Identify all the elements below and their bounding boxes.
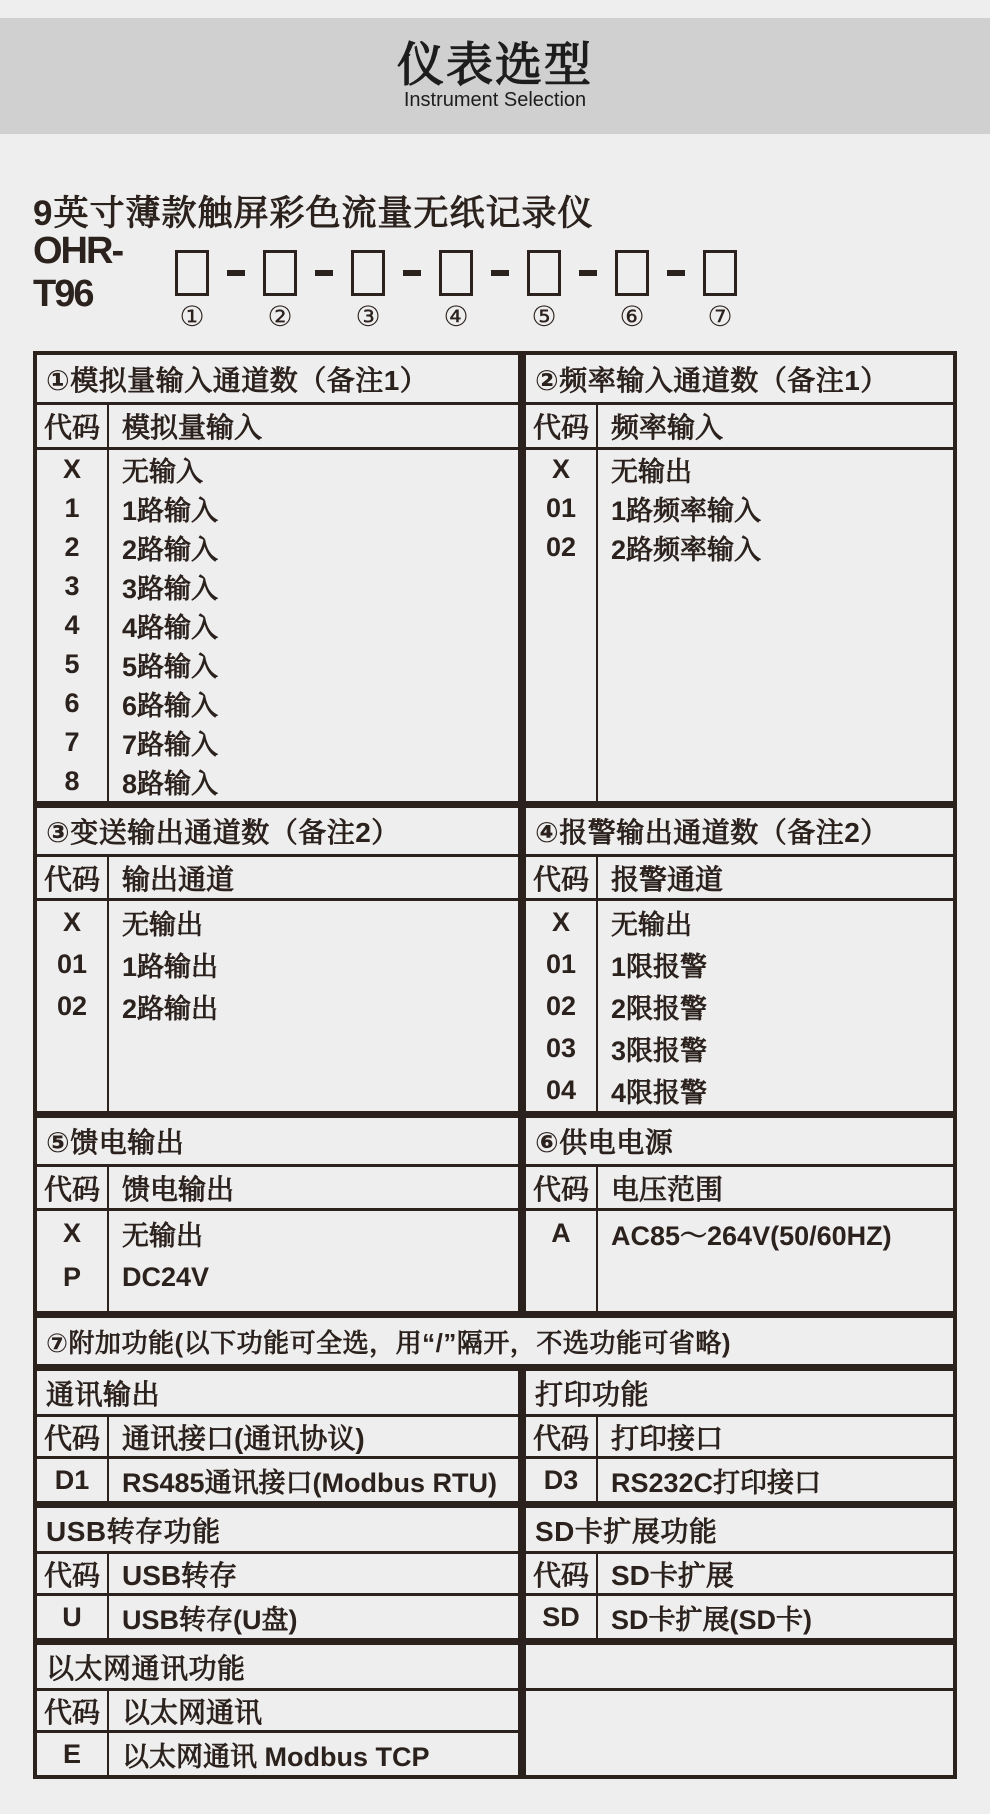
block-transmit-alarm [33,804,957,1115]
desc-cell: 以太网通讯 Modbus TCP [122,1741,430,1772]
code-column [37,1211,109,1311]
section-title: ③变送输出通道数（备注2） [37,808,518,857]
code-cell: 01 [56,948,88,979]
slot-label-3: ③ [355,300,381,333]
product-intro [0,186,990,333]
desc-column-header: 电压范围 [611,1173,724,1205]
code-column [526,450,598,801]
slot-label-4: ④ [443,300,469,333]
desc-cell: 无输出 [611,457,692,487]
empty-cell [526,1691,953,1775]
column-header-row [37,1554,518,1596]
banner-title-cn: 仪表选型 [397,37,593,91]
column-header-row [526,405,953,450]
desc-cell: 1路频率输入 [611,496,762,526]
code-column-header: 代码 [37,857,109,898]
model-slot-1 [175,250,209,296]
block-feed-power [33,1114,957,1315]
model-slot-3 [351,250,385,296]
option-list [526,450,953,801]
section-sd-expansion [522,1504,957,1642]
code-cell: X [62,454,81,484]
section-analog-input [33,351,522,805]
desc-column-header: 以太网通讯 [122,1696,263,1728]
code-column [37,1596,109,1638]
model-slot-5 [527,250,561,296]
desc-column [109,901,518,1111]
dash-separator [579,270,597,276]
code-column-header: 代码 [37,1691,109,1730]
model-prefix: OHR-T96 [33,230,123,315]
option-list [37,450,518,801]
header-banner [0,18,990,134]
desc-cell: 8路输入 [122,769,219,799]
section-transmit-output [33,804,522,1115]
desc-column-header: 频率输入 [611,412,724,443]
slot-label-5: ⑤ [531,300,557,333]
model-code-line [33,230,957,315]
banner-title-en: Instrument Selection [403,89,587,112]
code-cell: 4 [64,610,80,640]
desc-column-header: 输出通道 [122,863,235,895]
desc-cell: 7路输入 [122,730,219,760]
desc-column [598,1596,953,1638]
desc-cell: 2路频率输入 [611,535,762,565]
section-title: USB转存功能 [37,1508,518,1554]
code-column [37,1459,109,1501]
desc-column-header: 打印接口 [611,1422,724,1454]
code-cell: X [62,906,81,937]
code-column-header: 代码 [37,405,109,447]
option-list [37,1733,518,1775]
desc-column-header: 通讯接口(通讯协议) [122,1422,365,1454]
desc-cell: 5路输入 [122,652,219,682]
column-header-row [526,1554,953,1596]
code-cell: 6 [64,688,80,718]
section-title: SD卡扩展功能 [526,1508,953,1554]
code-cell: E [62,1738,81,1769]
code-column-header: 代码 [526,1417,598,1456]
column-header-row [37,1417,518,1459]
option-list [37,901,518,1111]
code-cell: 2 [64,532,80,562]
desc-column-header: SD卡扩展 [611,1559,734,1591]
section-feed-output [33,1114,522,1315]
desc-cell: 无输入 [122,457,203,487]
code-cell: A [551,1217,571,1248]
code-cell: X [62,1217,81,1248]
code-column [37,450,109,801]
model-slot-4 [439,250,473,296]
desc-cell: AC85～264V(50/60HZ) [611,1220,892,1251]
desc-cell: SD卡扩展(SD卡) [611,1604,812,1635]
section-title: ①模拟量输入通道数（备注1） [37,355,518,405]
desc-column-header: 报警通道 [611,863,724,895]
desc-cell: 6路输入 [122,691,219,721]
code-cell: X [551,906,570,937]
section-usb-transfer [33,1504,522,1642]
desc-cell: DC24V [122,1261,210,1292]
desc-cell: 1限报警 [611,951,708,982]
section-power-supply [522,1114,957,1315]
desc-cell: 无输出 [122,1220,203,1251]
section-ethernet-comm [33,1641,522,1779]
section-title: 通讯输出 [37,1371,518,1417]
section-title: ⑤馈电输出 [37,1118,518,1167]
code-cell: X [551,454,570,484]
model-slot-2 [263,250,297,296]
desc-column [109,1459,518,1501]
desc-column-header: USB转存 [122,1559,238,1591]
code-column-header: 代码 [37,1417,109,1456]
code-cell: 3 [64,571,80,601]
block-usb-sd [33,1504,957,1642]
option-list [526,901,953,1111]
section-additional-functions-title: ⑦附加功能(以下功能可全选，用“/”隔开，不选功能可省略) [33,1314,957,1368]
section-empty [522,1641,957,1779]
option-list [37,1211,518,1311]
selection-table [33,351,957,1779]
desc-cell: 1路输出 [122,951,219,982]
code-column [37,1733,109,1775]
empty-header-cell [526,1645,953,1691]
code-cell: 01 [545,493,577,523]
desc-cell: 无输出 [611,909,692,940]
desc-cell: 2路输出 [122,993,219,1024]
dash-separator [403,270,421,276]
desc-column [109,1596,518,1638]
desc-cell: 2限报警 [611,993,708,1024]
code-column-header: 代码 [37,1167,109,1208]
slot-label-2: ② [267,300,293,333]
block-analog-frequency [33,351,957,805]
code-column-header: 代码 [37,1554,109,1593]
code-column [37,901,109,1111]
code-cell: 02 [545,990,577,1021]
option-list [526,1596,953,1638]
code-column-header: 代码 [526,1554,598,1593]
desc-cell: 4路输入 [122,613,219,643]
desc-cell: RS485通讯接口(Modbus RTU) [122,1467,498,1498]
code-cell: 01 [545,948,577,979]
code-column-header: 代码 [526,405,598,447]
code-column-header: 代码 [526,857,598,898]
code-cell: 02 [56,990,88,1021]
slot-number-row [148,300,957,333]
desc-cell: RS232C打印接口 [611,1467,822,1498]
option-list [37,1459,518,1501]
code-cell: D1 [54,1464,90,1495]
code-cell: 02 [545,532,577,562]
slot-label-7: ⑦ [707,300,733,333]
section-alarm-output [522,804,957,1115]
code-column [526,1596,598,1638]
column-header-row [37,857,518,901]
section-comm-output [33,1367,522,1505]
column-header-row [37,1167,518,1211]
code-cell: P [62,1261,81,1292]
column-header-row [526,1417,953,1459]
section-title: 打印功能 [526,1371,953,1417]
desc-cell: 2路输入 [122,535,219,565]
desc-cell: 1路输入 [122,496,219,526]
option-list [37,1596,518,1638]
code-cell: 04 [545,1074,577,1105]
desc-column [598,1459,953,1501]
desc-column [598,901,953,1111]
code-cell: 7 [64,727,80,757]
column-header-row [37,405,518,450]
column-header-row [37,1691,518,1733]
code-cell: 03 [545,1032,577,1063]
code-column [526,901,598,1111]
section-frequency-input [522,351,957,805]
dash-separator [227,270,245,276]
desc-column-header: 馈电输出 [122,1173,235,1205]
code-cell: U [62,1601,82,1632]
code-cell: 8 [64,766,80,796]
option-list [526,1459,953,1501]
dash-separator [667,270,685,276]
code-cell: SD [542,1601,580,1632]
section-title: 以太网通讯功能 [37,1645,518,1691]
dash-separator [491,270,509,276]
model-slot-6 [615,250,649,296]
option-list [526,1211,953,1311]
desc-cell: USB转存(U盘) [122,1604,298,1635]
code-column-header: 代码 [526,1167,598,1208]
block-ethernet [33,1641,957,1779]
model-slot-7 [703,250,737,296]
section-title: ⑥供电电源 [526,1118,953,1167]
dash-separator [315,270,333,276]
desc-cell: 无输出 [122,909,203,940]
code-cell: 1 [64,493,80,523]
code-column [526,1211,598,1311]
column-header-row [526,1167,953,1211]
section-title: ④报警输出通道数（备注2） [526,808,953,857]
desc-column [598,450,953,801]
desc-cell: 4限报警 [611,1077,708,1108]
section-title: ②频率输入通道数（备注1） [526,355,953,405]
desc-column [109,1211,518,1311]
desc-column-header: 模拟量输入 [122,412,263,443]
code-cell: 5 [64,649,80,679]
section-print-function [522,1367,957,1505]
code-column [526,1459,598,1501]
desc-cell: 3路输入 [122,574,219,604]
slot-label-6: ⑥ [619,300,645,333]
desc-column [109,450,518,801]
code-cell: D3 [543,1464,579,1495]
desc-cell: 3限报警 [611,1035,708,1066]
block-comm-print [33,1367,957,1505]
desc-column [598,1211,953,1311]
slot-label-1: ① [179,300,205,333]
desc-column [109,1733,518,1775]
column-header-row [526,857,953,901]
product-title: 9英寸薄款触屏彩色流量无纸记录仪 [33,194,594,233]
